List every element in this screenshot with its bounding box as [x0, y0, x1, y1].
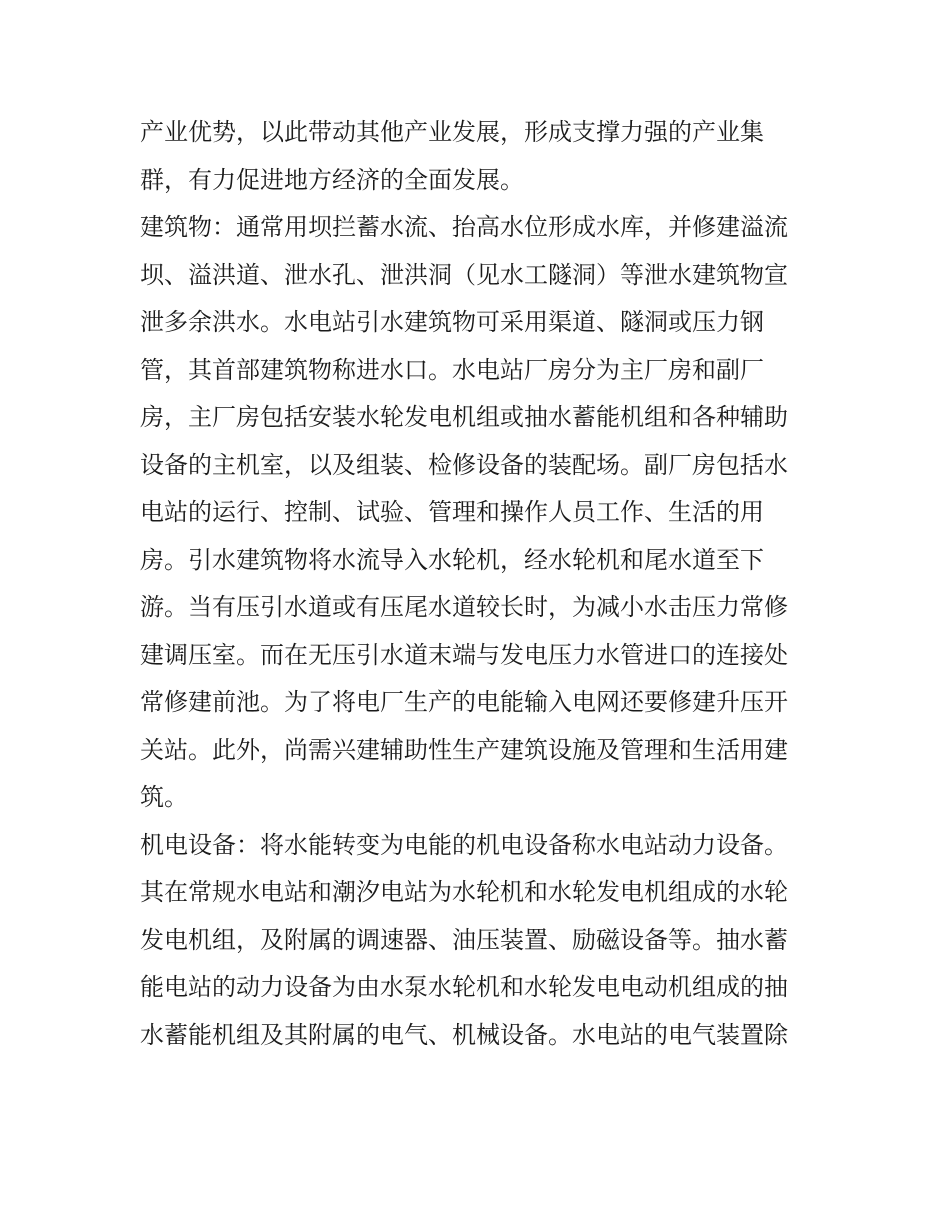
- text-line: 能电站的动力设备为由水泵水轮机和水轮发电电动机组成的抽: [140, 973, 788, 1001]
- body-text: [140, 109, 820, 1059]
- text-line: 房，主厂房包括安装水轮发电机组或抽水蓄能机组和各种辅助: [140, 403, 788, 431]
- text-line: 建调压室。而在无压引水道末端与发电压力水管进口的连接处: [140, 640, 788, 669]
- text-line: 房。引水建筑物将水流导入水轮机，经水轮机和尾水道至下: [140, 545, 764, 574]
- text-line: 常修建前池。为了将电厂生产的电能输入电网还要修建升压开: [140, 688, 788, 716]
- text-line: 机电设备：将水能转变为电能的机电设备称水电站动力设备。: [140, 830, 788, 859]
- text-line: 设备的主机室，以及组装、检修设备的装配场。副厂房包括水: [140, 450, 788, 479]
- text-line: 关站。此外，尚需兴建辅助性生产建筑设施及管理和生活用建: [140, 735, 788, 764]
- text-line: 管，其首部建筑物称进水口。水电站厂房分为主厂房和副厂: [140, 355, 764, 384]
- text-line: 发电机组，及附属的调速器、油压装置、励磁设备等。抽水蓄: [140, 925, 788, 954]
- text-line: 建筑物：通常用坝拦蓄水流、抬高水位形成水库，并修建溢流: [140, 213, 788, 241]
- text-line: 电站的运行、控制、试验、管理和操作人员工作、生活的用: [140, 498, 764, 526]
- text-line: 其在常规水电站和潮汐电站为水轮机和水轮发电机组成的水轮: [140, 878, 788, 906]
- text-line: 群，有力促进地方经济的全面发展。: [140, 165, 524, 194]
- text-line: 产业优势，以此带动其他产业发展，形成支撑力强的产业集: [140, 118, 764, 146]
- text-line: 泄多余洪水。水电站引水建筑物可采用渠道、隧洞或压力钢: [140, 308, 764, 336]
- text-line: 筑。: [140, 783, 188, 811]
- text-line: 水蓄能机组及其附属的电气、机械设备。水电站的电气装置除: [140, 1020, 788, 1049]
- text-line: 坝、溢洪道、泄水孔、泄洪洞（见水工隧洞）等泄水建筑物宣: [140, 260, 788, 289]
- text-line: 游。当有压引水道或有压尾水道较长时，为减小水击压力常修: [140, 593, 788, 621]
